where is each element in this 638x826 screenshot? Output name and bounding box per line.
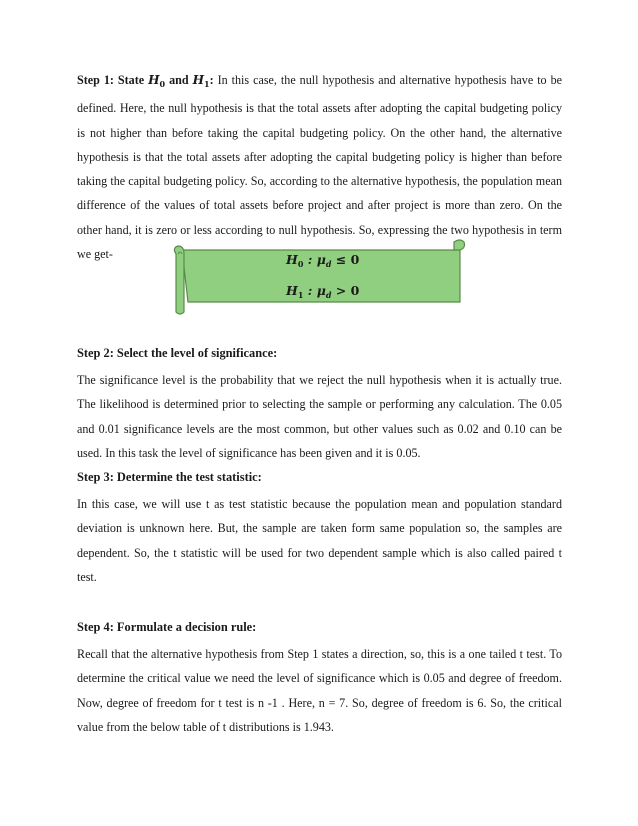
step4-heading: Step 4: Formulate a decision rule: [77, 620, 257, 634]
scroll-top-right-curl [454, 240, 465, 250]
step3-heading: Step 3: Determine the test statistic: [77, 470, 262, 484]
step1-body: In this case, the null hypothesis and alternative hypothesis have to be defined. Here, the null hypothesis is that the total assets after adopting the capital budgeting policy is not higher than before taking the capital budgeting policy. On the other hand, the alternative hypothesis is that the total assets after adopting the capital budgeting policy is higher than before taking the capital budgeting policy. So, according to the alternative hypothesis, the population mean difference of the values of total assets before project and after project is more than zero. On the other hand, it is zero or less according to null hypothesis. So, expressing the two hypothesis in term we get- [77, 73, 563, 262]
eq-h0-letter: H [286, 252, 298, 267]
step1-colon: : [209, 73, 214, 87]
eq-h0-mu: : μ [303, 252, 326, 267]
step2-body: The significance level is the probability that we reject the null hypothesis when it is actually true. The likelihood is determined prior to selecting the sample or performing any calculation. The 0.05 and 0.01 significance levels are the most common, but other values such as 0.02 and 0.10 can be used. In this task the level of significance has been given and it is 0.05. [77, 373, 562, 460]
eq-h0-mu-sub: d [325, 259, 332, 269]
step1-heading [77, 73, 214, 87]
null-hypothesis-equation [286, 252, 359, 269]
h0-inline-sub: 0 [159, 79, 166, 89]
eq-h0-relation: ≤ 0 [331, 252, 360, 267]
hypothesis-scroll-banner [170, 236, 468, 316]
h0-inline-symbol [148, 73, 165, 87]
step1-heading-prefix: Step 1: State [77, 73, 149, 87]
h1-inline-symbol [193, 73, 210, 87]
alternative-hypothesis-equation [286, 283, 359, 300]
step4-body: Recall that the alternative hypothesis from Step 1 states a direction, so, this is a one tailed t test. To determine the critical value we need the level of significance which is 0.05 and degree of freedom. Now, degree of freedom for t test is n -1 . Here, n = 7. So, degree of freedom is 6. So, the critical value from the below table of t distributions is 1.943. [77, 647, 562, 734]
scroll-left-roll [174, 246, 184, 314]
step3-body: In this case, we will use t as test statistic because the population mean and population standard deviation is unknown here. But, the sample are taken form same population so, the samples are dependent. So, the t statistic will be used for two dependent sample which is also called paired t test. [77, 497, 562, 584]
eq-h1-relation: > 0 [331, 283, 360, 298]
step1-and: and [165, 73, 193, 87]
step2-heading: Step 2: Select the level of significance: [77, 346, 278, 360]
h0-inline-letter: H [148, 73, 160, 87]
eq-h1-sub: 1 [297, 290, 304, 300]
eq-h1-letter: H [286, 283, 298, 298]
eq-h1-mu-sub: d [325, 290, 332, 300]
eq-h1-mu: : μ [303, 283, 326, 298]
h1-inline-letter: H [192, 73, 204, 87]
h1-inline-sub: 1 [204, 79, 210, 89]
eq-h0-sub: 0 [297, 259, 304, 269]
